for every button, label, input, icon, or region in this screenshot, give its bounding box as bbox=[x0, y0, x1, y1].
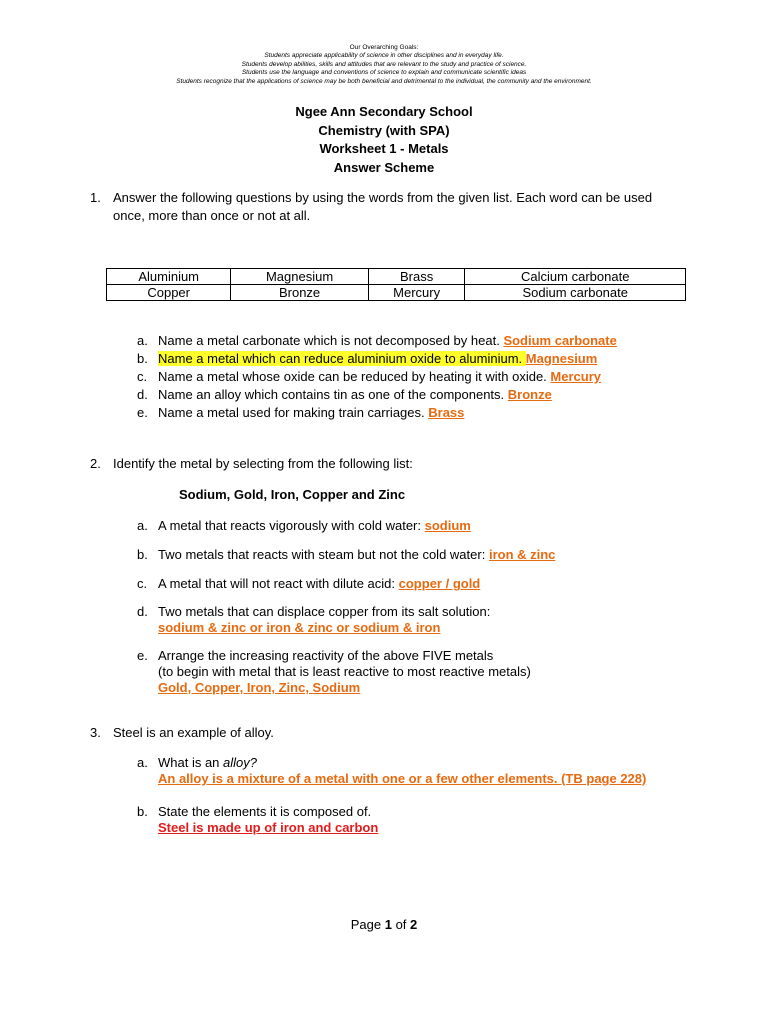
table-cell: Calcium carbonate bbox=[465, 269, 686, 285]
subject-title: Chemistry (with SPA) bbox=[318, 122, 450, 138]
question-number: 1. bbox=[90, 190, 101, 205]
table-cell: Brass bbox=[368, 269, 465, 285]
item-text: Two metals that can displace copper from its salt solution: bbox=[158, 604, 491, 619]
table-cell: Copper bbox=[107, 285, 231, 301]
answer: Steel is made up of iron and carbon bbox=[158, 820, 379, 835]
item-text: Two metals that reacts with steam but not the cold water: bbox=[158, 547, 486, 562]
table-cell: Magnesium bbox=[231, 269, 368, 285]
goal-line: Students use the language and conventions of science to explain and communicate scientific ideas bbox=[241, 69, 527, 77]
answer: copper / gold bbox=[398, 576, 481, 591]
item-text-line2: (to begin with metal that is least reactive to most reactive metals) bbox=[158, 664, 531, 679]
item-text-emphasis: alloy? bbox=[223, 755, 257, 770]
answer: Bronze bbox=[507, 387, 552, 402]
item-text: Name an alloy which contains tin as one of the components. bbox=[158, 387, 505, 402]
overarching-goals bbox=[0, 44, 768, 86]
table-cell: Sodium carbonate bbox=[465, 285, 686, 301]
item-label: b. bbox=[137, 547, 148, 562]
item-label: a. bbox=[137, 755, 148, 770]
answer: sodium bbox=[424, 518, 471, 533]
item-text: Name a metal whose oxide can be reduced by heating it with oxide. bbox=[158, 369, 547, 384]
answer: Magnesium bbox=[525, 351, 598, 366]
answer: Mercury bbox=[550, 369, 601, 384]
item-text: Arrange the increasing reactivity of the above FIVE metals bbox=[158, 648, 494, 663]
table-cell: Mercury bbox=[368, 285, 465, 301]
question-text: Answer the following questions by using the words from the given list. Each word can be used once, more than once or not at all. bbox=[113, 190, 653, 223]
item-label: b. bbox=[137, 351, 148, 366]
goal-line: Students recognize that the applications of science may be both beneficial and detrimental to the individual, the community and the environment. bbox=[176, 77, 592, 85]
page-word: Page bbox=[350, 917, 382, 932]
page-footer bbox=[0, 917, 768, 932]
answer: Brass bbox=[428, 405, 465, 420]
goal-line: Students appreciate applicability of science in other disciplines and in everyday life. bbox=[264, 52, 504, 60]
item-label: b. bbox=[137, 804, 148, 819]
item-label: c. bbox=[137, 369, 148, 384]
item-text: State the elements it is composed of. bbox=[158, 804, 372, 819]
worksheet-title: Worksheet 1 - Metals bbox=[319, 141, 449, 156]
item-label: d. bbox=[137, 604, 148, 619]
school-name: Ngee Ann Secondary School bbox=[295, 104, 473, 119]
item-label: e. bbox=[137, 648, 148, 663]
item-text: What is an bbox=[158, 755, 224, 770]
answer: An alloy is a mixture of a metal with one or a few other elements. (TB page 228) bbox=[158, 771, 647, 786]
answer: sodium & zinc or iron & zinc or sodium & iron bbox=[158, 620, 441, 635]
goal-line: Students develop abilities, skills and attitudes that are relevant to the study and practice of science. bbox=[241, 60, 527, 68]
page-number: 1 bbox=[384, 917, 392, 932]
answer: Gold, Copper, Iron, Zinc, Sodium bbox=[158, 680, 361, 695]
question-number: 3. bbox=[90, 725, 101, 740]
question-number: 2. bbox=[90, 456, 101, 471]
page-total: 2 bbox=[410, 917, 418, 932]
table-cell: Bronze bbox=[231, 285, 368, 301]
document-header bbox=[0, 103, 768, 177]
question-text: Steel is an example of alloy. bbox=[113, 725, 274, 740]
item-text: A metal that reacts vigorously with cold water: bbox=[158, 518, 422, 533]
table-cell: Aluminium bbox=[107, 269, 231, 285]
item-text: Name a metal carbonate which is not decomposed by heat. bbox=[158, 333, 500, 348]
table-row bbox=[107, 269, 686, 285]
answer-scheme-title: Answer Scheme bbox=[333, 159, 435, 175]
question-text: Identify the metal by selecting from the following list: bbox=[113, 456, 413, 471]
item-text: Name a metal used for making train carriages. bbox=[158, 405, 425, 420]
word-list-table bbox=[106, 268, 686, 301]
item-label: c. bbox=[137, 576, 148, 591]
item-label: d. bbox=[137, 387, 148, 402]
metal-list: Sodium, Gold, Iron, Copper and Zinc bbox=[179, 487, 406, 502]
item-label: a. bbox=[137, 518, 148, 533]
highlighted-item-text: Name a metal which can reduce aluminium oxide to aluminium. bbox=[158, 351, 523, 366]
answer: Sodium carbonate bbox=[503, 333, 617, 348]
item-label: e. bbox=[137, 405, 148, 420]
table-row bbox=[107, 285, 686, 301]
item-label: a. bbox=[137, 333, 148, 348]
item-text: A metal that will not react with dilute acid: bbox=[158, 576, 396, 591]
answer: iron & zinc bbox=[488, 547, 556, 562]
of-word: of bbox=[395, 917, 407, 932]
goals-title: Our Overarching Goals: bbox=[349, 44, 419, 51]
